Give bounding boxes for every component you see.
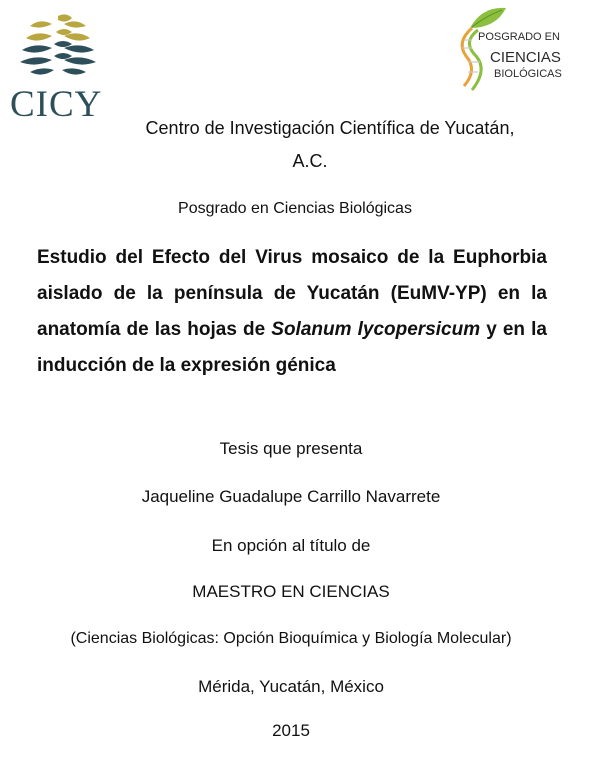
posgrado-logo — [448, 2, 578, 100]
degree-name: MAESTRO EN CIENCIAS — [192, 582, 390, 601]
thesis-title — [37, 240, 547, 384]
institution-line-2: A.C. — [292, 151, 328, 171]
cicy-leaf-emblem-icon — [8, 12, 108, 86]
degree-option-label: En opción al título de — [211, 536, 371, 555]
institution-line-1: Centro de Investigación Científica de Yucatán, — [145, 118, 515, 138]
place: Mérida, Yucatán, México — [198, 677, 384, 696]
cicy-wordmark: CICY — [10, 84, 103, 125]
posgrado-logo-line3: BIOLÓGICAS — [494, 68, 562, 80]
author-name: Jaqueline Guadalupe Carrillo Navarrete — [141, 487, 441, 506]
title-species: Solanum lycopersicum — [271, 319, 481, 340]
thesis-presented-by: Tesis que presenta — [219, 439, 363, 458]
specialization: (Ciencias Biológicas: Opción Bioquímica y Biología Molecular) — [70, 630, 512, 647]
institution-name — [110, 112, 550, 178]
posgrado-logo-line2: CIENCIAS — [490, 49, 561, 66]
cicy-logo — [8, 12, 108, 125]
title-part-2: y en la inducción de la expresión génica — [37, 319, 547, 376]
program-name: Posgrado en Ciencias Biológicas — [178, 200, 412, 217]
posgrado-logo-line1: POSGRADO EN — [478, 31, 560, 43]
year: 2015 — [272, 721, 310, 740]
title-part-1: Estudio del Efecto del Virus mosaico de la Euphorbia aislado de la península de Yucatán (EuMV-YP) en la anatomía de las hojas de — [37, 247, 547, 340]
